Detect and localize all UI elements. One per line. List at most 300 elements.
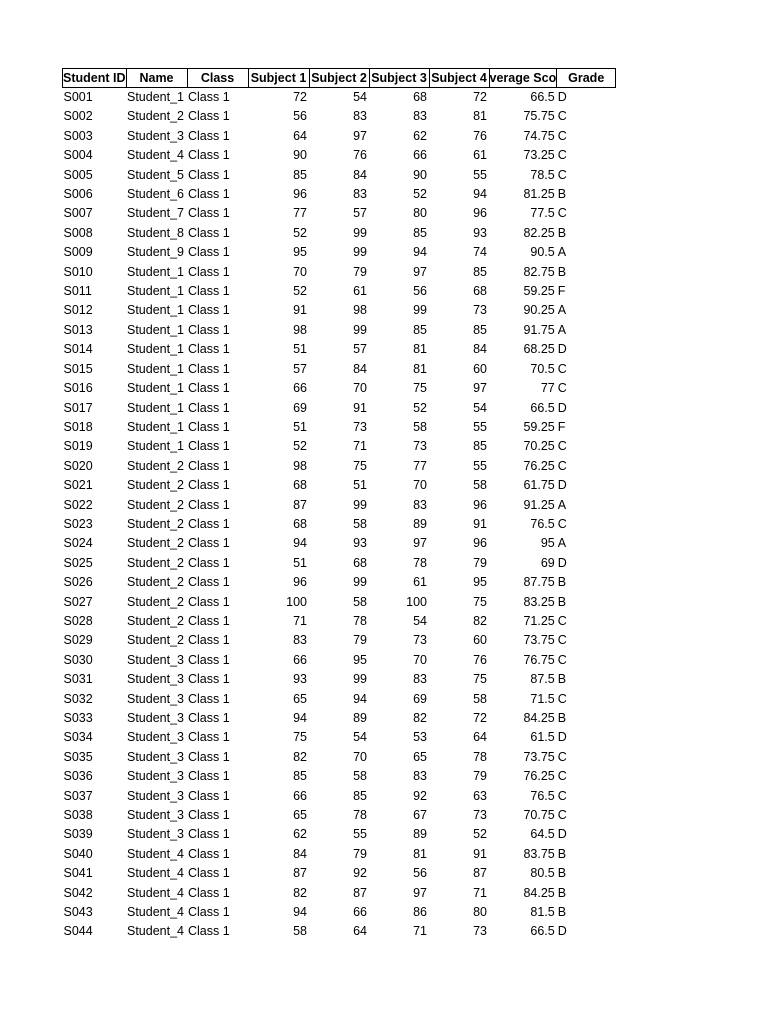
average-score-cell[interactable]: 66.5	[530, 924, 555, 939]
subject-1-cell[interactable]: 72	[293, 90, 307, 104]
class-cell[interactable]: Class 1	[188, 90, 230, 104]
average-score-cell[interactable]: 66.5	[530, 400, 555, 415]
name-cell[interactable]: Student_9	[127, 245, 184, 260]
subject-2-cell[interactable]: 61	[353, 284, 367, 299]
average-score-cell[interactable]: 70.5	[530, 361, 555, 376]
subject-1-cell[interactable]: 90	[293, 148, 307, 163]
name-cell[interactable]: Student_3	[127, 128, 184, 143]
subject-3-cell[interactable]: 81	[413, 342, 427, 357]
average-score-cell[interactable]: 76.5	[530, 516, 555, 531]
subject-1-cell[interactable]: 77	[293, 206, 307, 221]
class-cell[interactable]: Class 1	[188, 769, 230, 784]
subject-3-cell[interactable]: 80	[413, 206, 427, 221]
subject-1-cell[interactable]: 62	[293, 827, 307, 842]
grade-cell[interactable]: C	[557, 439, 567, 454]
subject-4-cell[interactable]: 82	[473, 613, 487, 628]
student-id-cell[interactable]: S037	[63, 788, 93, 803]
subject-1-cell[interactable]: 66	[293, 652, 307, 667]
student-id-cell[interactable]: S011	[63, 284, 92, 299]
class-cell[interactable]: Class 1	[188, 633, 230, 648]
subject-4-cell[interactable]: 91	[473, 516, 487, 531]
grade-cell[interactable]: C	[557, 361, 567, 376]
average-score-cell[interactable]: 61.75	[523, 478, 555, 493]
average-score-cell[interactable]: 87.75	[523, 575, 555, 590]
name-cell[interactable]: Student_1	[127, 400, 184, 415]
grade-cell[interactable]: C	[557, 613, 567, 628]
subject-2-cell[interactable]: 70	[353, 749, 367, 764]
grade-cell[interactable]: B	[557, 846, 567, 861]
class-cell[interactable]: Class 1	[188, 885, 230, 900]
subject-1-cell[interactable]: 51	[293, 419, 307, 434]
name-cell[interactable]: Student_3	[127, 730, 184, 745]
average-score-cell[interactable]: 61.5	[530, 730, 555, 745]
subject-3-cell[interactable]: 62	[413, 128, 427, 143]
name-cell[interactable]: Student_1	[127, 361, 184, 376]
student-id-cell[interactable]: S002	[63, 109, 93, 124]
subject-1-cell[interactable]: 70	[293, 264, 307, 279]
class-cell[interactable]: Class 1	[188, 361, 230, 376]
subject-2-cell[interactable]: 83	[353, 109, 367, 124]
name-cell[interactable]: Student_2	[127, 555, 184, 570]
average-score-cell[interactable]: 80.5	[530, 866, 555, 881]
class-cell[interactable]: Class 1	[188, 827, 230, 842]
name-cell[interactable]: Student_4	[127, 866, 184, 881]
class-cell[interactable]: Class 1	[188, 322, 230, 337]
grade-cell[interactable]: B	[557, 575, 567, 590]
subject-4-cell[interactable]: 72	[473, 711, 487, 725]
average-score-cell[interactable]: 70.25	[523, 439, 555, 454]
name-cell[interactable]: Student_2	[127, 458, 184, 473]
average-score-cell[interactable]: 82.25	[523, 225, 555, 240]
name-cell[interactable]: Student_1	[127, 264, 184, 279]
grade-cell[interactable]: C	[557, 788, 567, 803]
class-cell[interactable]: Class 1	[188, 245, 230, 260]
student-id-cell[interactable]: S030	[63, 652, 93, 667]
name-cell[interactable]: Student_4	[127, 905, 184, 920]
average-score-cell[interactable]: 81.5	[530, 905, 555, 920]
subject-3-cell[interactable]: 86	[413, 905, 427, 920]
name-cell[interactable]: Student_1	[127, 342, 184, 357]
subject-4-cell[interactable]: 55	[473, 419, 487, 434]
subject-4-cell[interactable]: 84	[473, 342, 487, 357]
subject-4-cell[interactable]: 87	[473, 866, 487, 881]
subject-4-cell[interactable]: 60	[473, 633, 487, 648]
subject-3-cell[interactable]: 97	[413, 536, 427, 551]
subject-4-cell[interactable]: 68	[473, 284, 487, 299]
subject-2-cell[interactable]: 55	[353, 827, 367, 842]
subject-1-cell[interactable]: 91	[293, 303, 307, 318]
subject-3-cell[interactable]: 73	[413, 633, 427, 648]
class-cell[interactable]: Class 1	[188, 303, 230, 318]
grade-cell[interactable]: B	[557, 866, 567, 881]
average-score-cell[interactable]: 59.25	[523, 419, 555, 434]
name-cell[interactable]: Student_2	[127, 633, 184, 648]
subject-2-cell[interactable]: 75	[353, 458, 367, 473]
subject-2-cell[interactable]: 97	[353, 128, 367, 143]
subject-3-cell[interactable]: 52	[413, 400, 427, 415]
subject-2-cell[interactable]: 99	[353, 497, 367, 512]
average-score-cell[interactable]: 78.5	[530, 167, 555, 182]
subject-1-cell[interactable]: 71	[293, 613, 307, 628]
subject-3-cell[interactable]: 97	[413, 264, 427, 279]
average-score-cell[interactable]: 71.25	[523, 613, 555, 628]
subject-3-cell[interactable]: 100	[406, 594, 427, 609]
student-id-cell[interactable]: S038	[63, 808, 93, 823]
subject-3-cell[interactable]: 97	[413, 885, 427, 900]
grade-cell[interactable]: C	[557, 148, 567, 163]
name-cell[interactable]: Student_5	[127, 167, 184, 182]
grade-cell[interactable]: C	[557, 206, 567, 221]
subject-2-cell[interactable]: 99	[353, 245, 367, 260]
student-id-cell[interactable]: S044	[63, 924, 93, 939]
subject-3-cell[interactable]: 81	[413, 361, 427, 376]
subject-3-cell[interactable]: 82	[413, 711, 427, 725]
student-id-cell[interactable]: S036	[63, 769, 93, 784]
class-cell[interactable]: Class 1	[188, 652, 230, 667]
subject-4-cell[interactable]: 80	[473, 905, 487, 920]
subject-4-cell[interactable]: 85	[473, 264, 487, 279]
student-id-cell[interactable]: S042	[63, 885, 93, 900]
subject-4-cell[interactable]: 76	[473, 128, 487, 143]
grade-cell[interactable]: C	[557, 652, 567, 667]
subject-2-cell[interactable]: 99	[353, 322, 367, 337]
subject-2-cell[interactable]: 87	[353, 885, 367, 900]
student-id-cell[interactable]: S034	[63, 730, 93, 745]
subject-1-cell[interactable]: 94	[293, 905, 307, 920]
name-cell[interactable]: Student_3	[127, 827, 184, 842]
subject-3-cell[interactable]: 85	[413, 225, 427, 240]
name-cell[interactable]: Student_2	[127, 516, 184, 531]
student-id-cell[interactable]: S022	[63, 497, 93, 512]
subject-3-cell[interactable]: 83	[413, 109, 427, 124]
subject-1-cell[interactable]: 68	[293, 478, 307, 493]
subject-1-cell[interactable]: 68	[293, 516, 307, 531]
name-cell[interactable]: Student_2	[127, 536, 184, 551]
grade-cell[interactable]: C	[557, 167, 567, 182]
grade-cell[interactable]: B	[557, 187, 567, 202]
subject-2-cell[interactable]: 70	[353, 381, 367, 396]
subject-1-cell[interactable]: 64	[293, 128, 307, 143]
subject-3-cell[interactable]: 53	[413, 730, 427, 745]
student-id-cell[interactable]: S015	[63, 361, 93, 376]
grade-cell[interactable]: B	[557, 885, 567, 900]
class-cell[interactable]: Class 1	[188, 128, 230, 143]
subject-4-cell[interactable]: 58	[473, 691, 487, 706]
name-cell[interactable]: Student_3	[127, 788, 184, 803]
subject-4-cell[interactable]: 52	[473, 827, 487, 842]
subject-4-cell[interactable]: 97	[473, 381, 487, 396]
subject-3-cell[interactable]: 58	[413, 419, 427, 434]
subject-2-cell[interactable]: 64	[353, 924, 367, 939]
subject-1-cell[interactable]: 58	[293, 924, 307, 939]
class-cell[interactable]: Class 1	[188, 148, 230, 163]
name-cell[interactable]: Student_3	[127, 672, 184, 687]
name-cell[interactable]: Student_1	[127, 284, 184, 299]
subject-2-cell[interactable]: 79	[353, 264, 367, 279]
student-id-cell[interactable]: S008	[63, 225, 93, 240]
header-subject-2[interactable]: Subject 2	[309, 69, 369, 88]
grade-cell[interactable]: B	[557, 594, 567, 609]
grade-cell[interactable]: A	[557, 303, 567, 318]
subject-4-cell[interactable]: 81	[473, 109, 487, 124]
class-cell[interactable]: Class 1	[188, 284, 230, 299]
subject-3-cell[interactable]: 52	[413, 187, 427, 202]
subject-4-cell[interactable]: 64	[473, 730, 487, 745]
grade-cell[interactable]: B	[557, 225, 567, 240]
name-cell[interactable]: Student_1	[127, 322, 184, 337]
student-id-cell[interactable]: S010	[63, 264, 93, 279]
subject-4-cell[interactable]: 58	[473, 478, 487, 493]
name-cell[interactable]: Student_3	[127, 691, 184, 706]
class-cell[interactable]: Class 1	[188, 381, 230, 396]
header-name[interactable]: Name	[126, 69, 187, 88]
student-id-cell[interactable]: S005	[63, 167, 93, 182]
name-cell[interactable]: Student_2	[127, 109, 184, 124]
subject-4-cell[interactable]: 55	[473, 458, 487, 473]
class-cell[interactable]: Class 1	[188, 439, 230, 454]
subject-4-cell[interactable]: 91	[473, 846, 487, 861]
subject-3-cell[interactable]: 56	[413, 866, 427, 881]
subject-2-cell[interactable]: 79	[353, 633, 367, 648]
student-id-cell[interactable]: S004	[63, 148, 93, 163]
subject-3-cell[interactable]: 54	[413, 613, 427, 628]
subject-1-cell[interactable]: 85	[293, 167, 307, 182]
average-score-cell[interactable]: 83.75	[523, 846, 555, 861]
subject-2-cell[interactable]: 66	[353, 905, 367, 920]
grade-cell[interactable]: D	[557, 478, 567, 493]
name-cell[interactable]: Student_3	[127, 769, 184, 784]
subject-4-cell[interactable]: 55	[473, 167, 487, 182]
subject-1-cell[interactable]: 85	[293, 769, 307, 784]
average-score-cell[interactable]: 82.75	[523, 264, 555, 279]
subject-3-cell[interactable]: 71	[413, 924, 427, 939]
subject-1-cell[interactable]: 75	[293, 730, 307, 745]
name-cell[interactable]: Student_2	[127, 613, 184, 628]
average-score-cell[interactable]: 76.25	[523, 769, 555, 784]
average-score-cell[interactable]: 84.25	[523, 711, 555, 725]
subject-3-cell[interactable]: 92	[413, 788, 427, 803]
class-cell[interactable]: Class 1	[188, 788, 230, 803]
student-id-cell[interactable]: S012	[63, 303, 93, 318]
student-id-cell[interactable]: S021	[63, 478, 93, 493]
average-score-cell[interactable]: 95	[540, 536, 555, 551]
subject-1-cell[interactable]: 52	[293, 225, 307, 240]
name-cell[interactable]: Student_2	[127, 478, 184, 493]
subject-1-cell[interactable]: 100	[286, 594, 307, 609]
subject-2-cell[interactable]: 79	[353, 846, 367, 861]
grade-cell[interactable]: D	[557, 555, 567, 570]
subject-2-cell[interactable]: 94	[353, 691, 367, 706]
average-score-cell[interactable]: 73.75	[523, 633, 555, 648]
average-score-cell[interactable]: 76.25	[523, 458, 555, 473]
subject-4-cell[interactable]: 96	[473, 497, 487, 512]
subject-1-cell[interactable]: 94	[293, 711, 307, 725]
subject-4-cell[interactable]: 85	[473, 322, 487, 337]
average-score-cell[interactable]: 81.25	[523, 187, 555, 202]
average-score-cell[interactable]: 84.25	[523, 885, 555, 900]
subject-1-cell[interactable]: 65	[293, 691, 307, 706]
subject-3-cell[interactable]: 70	[413, 652, 427, 667]
subject-3-cell[interactable]: 68	[413, 90, 427, 104]
student-id-cell[interactable]: S041	[63, 866, 93, 881]
subject-1-cell[interactable]: 96	[293, 187, 307, 202]
class-cell[interactable]: Class 1	[188, 924, 230, 939]
name-cell[interactable]: Student_2	[127, 575, 184, 590]
grade-cell[interactable]: C	[557, 749, 567, 764]
class-cell[interactable]: Class 1	[188, 575, 230, 590]
grade-cell[interactable]: D	[557, 342, 567, 357]
subject-1-cell[interactable]: 51	[293, 342, 307, 357]
class-cell[interactable]: Class 1	[188, 749, 230, 764]
class-cell[interactable]: Class 1	[188, 672, 230, 687]
average-score-cell[interactable]: 91.75	[523, 322, 555, 337]
student-id-cell[interactable]: S025	[63, 555, 93, 570]
subject-4-cell[interactable]: 85	[473, 439, 487, 454]
grade-cell[interactable]: C	[557, 458, 567, 473]
subject-4-cell[interactable]: 73	[473, 303, 487, 318]
subject-1-cell[interactable]: 65	[293, 808, 307, 823]
student-id-cell[interactable]: S017	[63, 400, 93, 415]
class-cell[interactable]: Class 1	[188, 516, 230, 531]
subject-4-cell[interactable]: 63	[473, 788, 487, 803]
student-id-cell[interactable]: S028	[63, 613, 93, 628]
class-cell[interactable]: Class 1	[188, 866, 230, 881]
average-score-cell[interactable]: 76.5	[530, 788, 555, 803]
grade-cell[interactable]: C	[557, 633, 567, 648]
average-score-cell[interactable]: 75.75	[523, 109, 555, 124]
subject-2-cell[interactable]: 93	[353, 536, 367, 551]
subject-1-cell[interactable]: 52	[293, 284, 307, 299]
student-id-cell[interactable]: S039	[63, 827, 93, 842]
average-score-cell[interactable]: 90.5	[530, 245, 555, 260]
grade-cell[interactable]: B	[557, 905, 567, 920]
subject-2-cell[interactable]: 57	[353, 342, 367, 357]
grade-cell[interactable]: D	[557, 400, 567, 415]
class-cell[interactable]: Class 1	[188, 536, 230, 551]
average-score-cell[interactable]: 87.5	[530, 672, 555, 687]
subject-3-cell[interactable]: 70	[413, 478, 427, 493]
name-cell[interactable]: Student_1	[127, 381, 184, 396]
subject-2-cell[interactable]: 84	[353, 167, 367, 182]
class-cell[interactable]: Class 1	[188, 711, 230, 725]
subject-1-cell[interactable]: 82	[293, 885, 307, 900]
grade-cell[interactable]: B	[557, 711, 567, 725]
class-cell[interactable]: Class 1	[188, 419, 230, 434]
student-id-cell[interactable]: S040	[63, 846, 93, 861]
student-id-cell[interactable]: S023	[63, 516, 93, 531]
student-id-cell[interactable]: S027	[63, 594, 93, 609]
subject-1-cell[interactable]: 87	[293, 497, 307, 512]
subject-3-cell[interactable]: 81	[413, 846, 427, 861]
class-cell[interactable]: Class 1	[188, 400, 230, 415]
name-cell[interactable]: Student_3	[127, 749, 184, 764]
grade-cell[interactable]: A	[557, 245, 567, 260]
student-id-cell[interactable]: S032	[63, 691, 93, 706]
class-cell[interactable]: Class 1	[188, 691, 230, 706]
name-cell[interactable]: Student_1	[127, 439, 184, 454]
student-id-cell[interactable]: S029	[63, 633, 93, 648]
class-cell[interactable]: Class 1	[188, 458, 230, 473]
grade-cell[interactable]: C	[557, 691, 567, 706]
header-class[interactable]: Class	[187, 69, 248, 88]
header-subject-3[interactable]: Subject 3	[369, 69, 429, 88]
subject-4-cell[interactable]: 75	[473, 594, 487, 609]
name-cell[interactable]: Student_7	[127, 206, 184, 221]
subject-1-cell[interactable]: 87	[293, 866, 307, 881]
subject-4-cell[interactable]: 61	[473, 148, 487, 163]
average-score-cell[interactable]: 59.25	[523, 284, 555, 299]
class-cell[interactable]: Class 1	[188, 342, 230, 357]
subject-4-cell[interactable]: 71	[473, 885, 487, 900]
grade-cell[interactable]: C	[557, 769, 567, 784]
name-cell[interactable]: Student_8	[127, 225, 184, 240]
student-id-cell[interactable]: S019	[63, 439, 93, 454]
subject-3-cell[interactable]: 61	[413, 575, 427, 590]
subject-1-cell[interactable]: 66	[293, 381, 307, 396]
subject-3-cell[interactable]: 69	[413, 691, 427, 706]
subject-1-cell[interactable]: 51	[293, 555, 307, 570]
subject-2-cell[interactable]: 92	[353, 866, 367, 881]
name-cell[interactable]: Student_1	[127, 90, 184, 104]
subject-4-cell[interactable]: 76	[473, 652, 487, 667]
subject-2-cell[interactable]: 58	[353, 516, 367, 531]
subject-3-cell[interactable]: 67	[413, 808, 427, 823]
subject-4-cell[interactable]: 79	[473, 769, 487, 784]
name-cell[interactable]: Student_3	[127, 808, 184, 823]
subject-2-cell[interactable]: 57	[353, 206, 367, 221]
grade-cell[interactable]: F	[557, 284, 566, 299]
subject-1-cell[interactable]: 69	[293, 400, 307, 415]
subject-2-cell[interactable]: 73	[353, 419, 367, 434]
subject-4-cell[interactable]: 75	[473, 672, 487, 687]
class-cell[interactable]: Class 1	[188, 187, 230, 202]
name-cell[interactable]: Student_4	[127, 924, 184, 939]
subject-2-cell[interactable]: 76	[353, 148, 367, 163]
grade-cell[interactable]: A	[557, 497, 567, 512]
subject-3-cell[interactable]: 75	[413, 381, 427, 396]
subject-2-cell[interactable]: 85	[353, 788, 367, 803]
subject-1-cell[interactable]: 95	[293, 245, 307, 260]
subject-4-cell[interactable]: 73	[473, 924, 487, 939]
subject-2-cell[interactable]: 91	[353, 400, 367, 415]
subject-1-cell[interactable]: 82	[293, 749, 307, 764]
average-score-cell[interactable]: 74.75	[523, 128, 555, 143]
subject-3-cell[interactable]: 99	[413, 303, 427, 318]
subject-1-cell[interactable]: 57	[293, 361, 307, 376]
subject-1-cell[interactable]: 96	[293, 575, 307, 590]
subject-2-cell[interactable]: 58	[353, 594, 367, 609]
class-cell[interactable]: Class 1	[188, 905, 230, 920]
average-score-cell[interactable]: 91.25	[523, 497, 555, 512]
subject-4-cell[interactable]: 74	[473, 245, 487, 260]
grade-cell[interactable]: C	[557, 128, 567, 143]
student-id-cell[interactable]: S031	[63, 672, 93, 687]
class-cell[interactable]: Class 1	[188, 478, 230, 493]
header-student-id[interactable]: Student ID	[63, 69, 127, 88]
average-score-cell[interactable]: 64.5	[530, 827, 555, 842]
subject-3-cell[interactable]: 83	[413, 497, 427, 512]
class-cell[interactable]: Class 1	[188, 808, 230, 823]
average-score-cell[interactable]: 83.25	[523, 594, 555, 609]
student-id-cell[interactable]: S009	[63, 245, 93, 260]
subject-2-cell[interactable]: 83	[353, 187, 367, 202]
subject-4-cell[interactable]: 79	[473, 555, 487, 570]
subject-3-cell[interactable]: 89	[413, 516, 427, 531]
grade-cell[interactable]: B	[557, 672, 567, 687]
name-cell[interactable]: Student_2	[127, 594, 184, 609]
grade-cell[interactable]: A	[557, 536, 567, 551]
student-id-cell[interactable]: S024	[63, 536, 93, 551]
